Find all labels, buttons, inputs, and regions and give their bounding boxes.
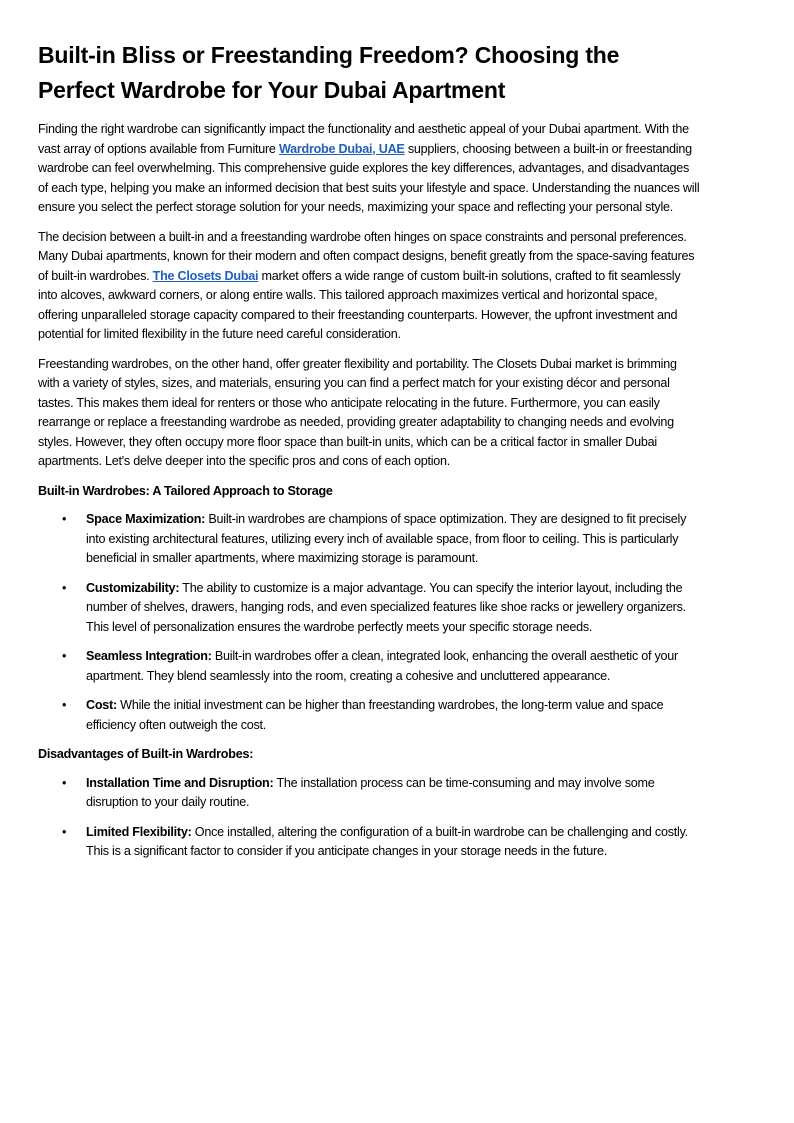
item-term: Seamless Integration: <box>86 649 212 663</box>
intro-paragraph <box>38 120 700 218</box>
bullet-icon: • <box>62 512 67 526</box>
item-term: Limited Flexibility: <box>86 824 192 839</box>
list-item <box>38 774 700 813</box>
section-heading-built-in: Built-in Wardrobes: A Tailored Approach to Storage <box>38 483 333 498</box>
item-text: While the initial investment can be higher than freestanding wardrobes, the long-term value and space efficiency often outweigh the cost. <box>86 698 664 732</box>
text: suppliers, choosing between a built-in or freestanding wardrobe can feel overwhelming. This comprehensive guide explores the key differences, advantages, and disadvantages of each type, helping you make an informed decision that best suits your lifestyle and space. Understanding the nuances will ensure you select the perfect storage solution for your needs, maximizing your space and reflecting your personal style. <box>38 141 700 214</box>
built-in-list <box>38 510 700 735</box>
item-text: The installation process can be time-consuming and may involve some disruption to your daily routine. <box>86 775 655 809</box>
list-item <box>38 510 700 569</box>
item-term: Customizability: <box>86 580 180 595</box>
section-heading-disadvantages: Disadvantages of Built-in Wardrobes: <box>38 747 254 761</box>
item-text: Built-in wardrobes are champions of space optimization. They are designed to fit precisely into existing architectural features, utilizing every inch of available space, from floor to ceiling. This is particularly beneficial in smaller apartments, where maximizing storage is paramount. <box>86 512 687 565</box>
bullet-icon: • <box>62 775 67 790</box>
bullet-icon: • <box>62 824 67 839</box>
item-text: Once installed, altering the configuration of a built-in wardrobe can be challenging and costly. This is a significant factor to consider if you anticipate changes in your storage needs in the future. <box>86 824 688 858</box>
bullet-icon: • <box>62 649 67 663</box>
freestanding-paragraph: Freestanding wardrobes, on the other hand, offer greater flexibility and portability. The Closets Dubai market is brimming with a variety of styles, sizes, and materials, ensuring you can find a perfect match for your existing décor and personal tastes. This makes them ideal for renters or those who anticipate relocating in the future. Furthermore, you can easily rearrange or replace a freestanding wardrobe as needed, providing greater adaptability to changing needs and evolving styles. However, they often occupy more floor space than built-in units, which can be a critical factor in smaller Dubai apartments. Let's delve deeper into the specific pros and cons of each option. <box>38 356 677 468</box>
page-title: Built-in Bliss or Freestanding Freedom? Choosing the Perfect Wardrobe for Your Dubai Apartment <box>38 42 620 103</box>
item-term: Installation Time and Disruption: <box>86 775 274 790</box>
wardrobe-dubai-link[interactable]: Wardrobe Dubai, UAE <box>278 141 405 156</box>
disadvantages-list <box>38 774 700 862</box>
item-text: The ability to customize is a major advantage. You can specify the interior layout, including the number of shelves, drawers, hanging rods, and even specialized features like shoe racks or jewellery organizers. This level of personalization ensures the wardrobe perfectly meets your specific storage needs. <box>86 580 686 634</box>
bullet-icon: • <box>62 580 67 595</box>
text: market offers a wide range of custom built-in solutions, crafted to fit seamlessly into alcoves, awkward corners, or along entire walls. This tailored approach maximizes vertical and horizontal space, offering unparalleled storage capacity compared to their freestanding counterparts. However, the upfront investment and potential for limited flexibility in the future need careful consideration. <box>38 268 681 341</box>
text: Finding the right wardrobe can significantly impact the functionality and aesthetic appeal of your Dubai apartment. With the vast array of options available from Furniture <box>38 122 689 156</box>
decision-paragraph <box>38 228 700 345</box>
item-text: Built-in wardrobes offer a clean, integrated look, enhancing the overall aesthetic of your apartment. They blend seamlessly into the room, creating a cohesive and uncluttered appearance. <box>86 649 679 683</box>
bullet-icon: • <box>62 698 67 712</box>
list-item <box>38 823 700 862</box>
item-term: Space Maximization: <box>86 512 206 526</box>
closets-dubai-link[interactable]: The Closets Dubai <box>152 268 259 283</box>
list-item <box>38 647 700 686</box>
list-item <box>38 579 700 638</box>
text: The decision between a built-in and a freestanding wardrobe often hinges on space constraints and personal preferences. Many Dubai apartments, known for their modern and often compact designs, benefit greatly from the space-saving features of built-in wardrobes. <box>38 229 695 283</box>
document-page <box>38 38 700 872</box>
item-term: Cost: <box>86 698 117 712</box>
list-item <box>38 696 700 735</box>
